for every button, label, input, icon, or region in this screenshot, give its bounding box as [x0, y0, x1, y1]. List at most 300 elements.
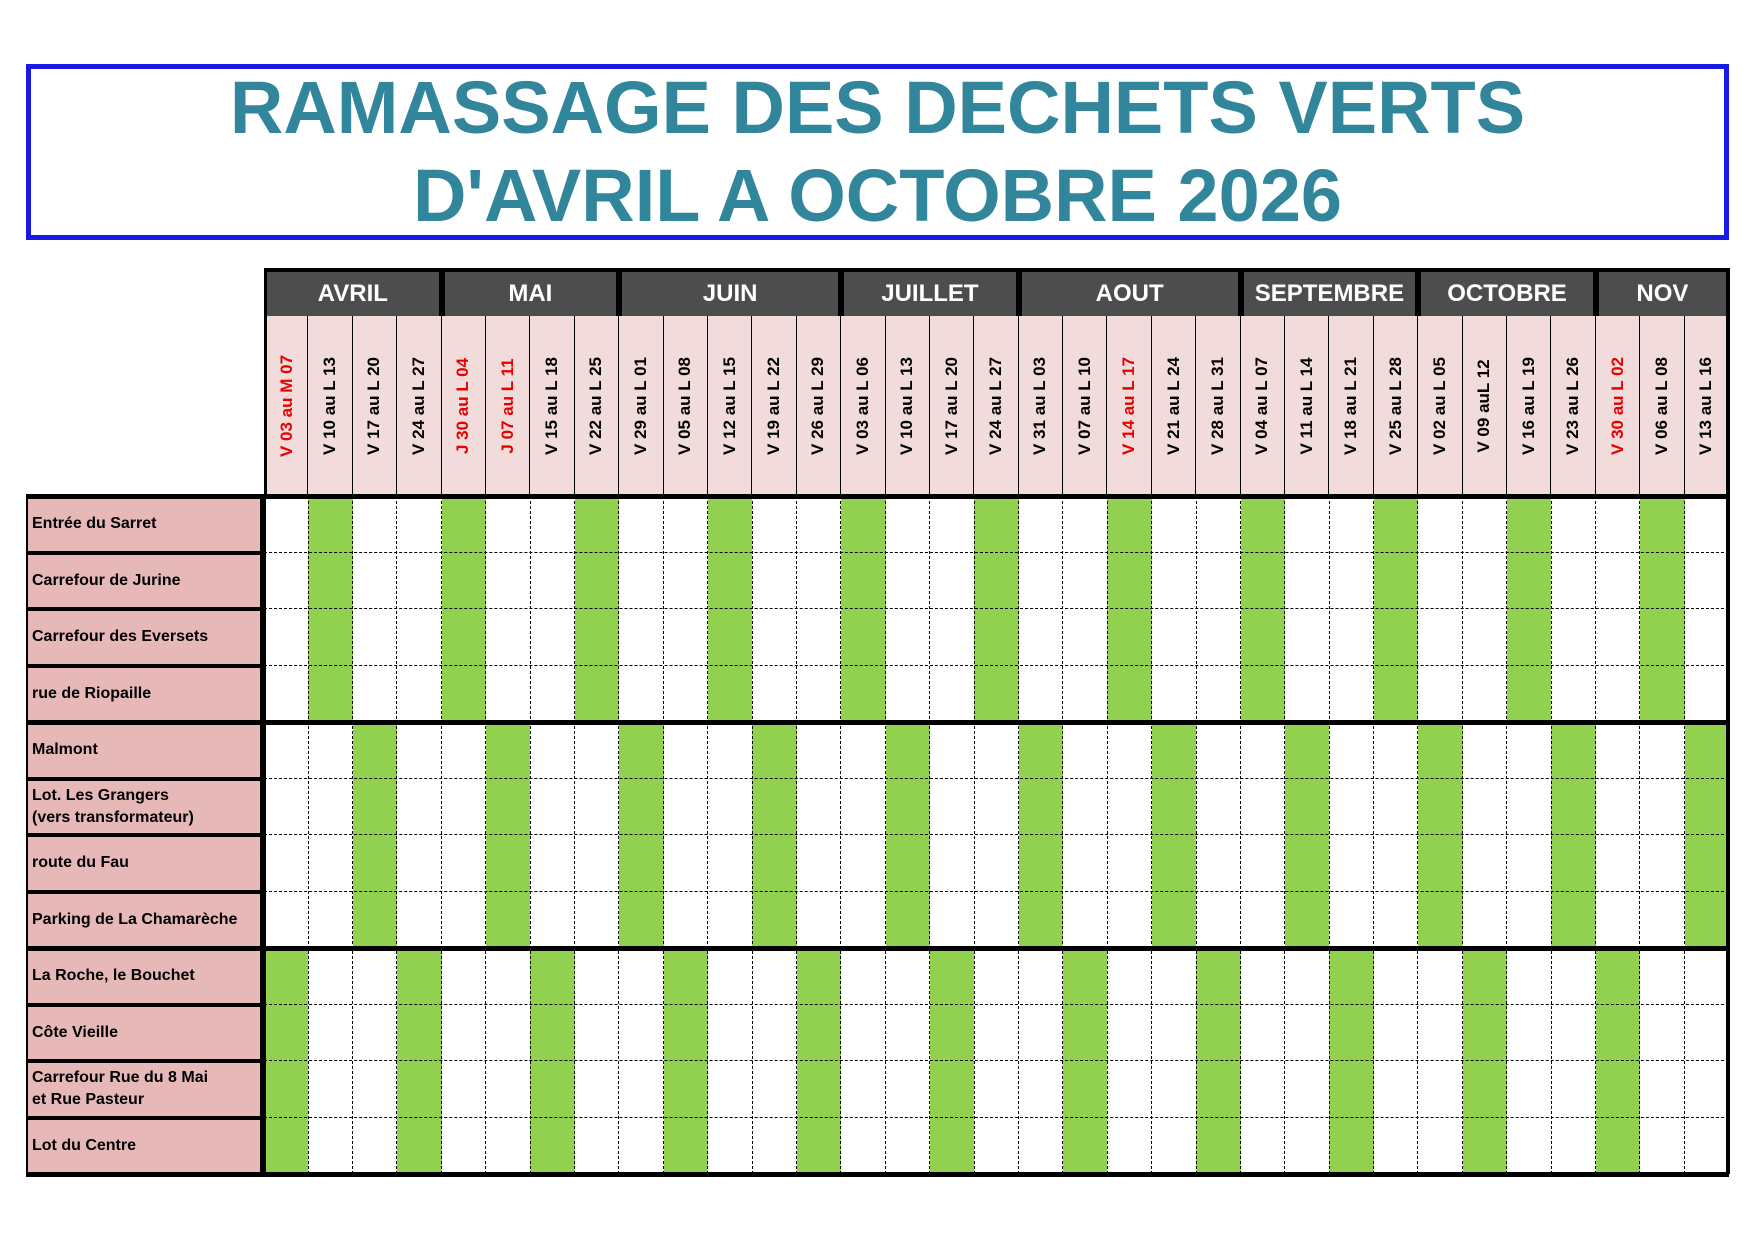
- week-column-header: [353, 316, 397, 496]
- collection-cell: [1507, 553, 1551, 610]
- week-label: V 10 au L 13: [320, 357, 340, 455]
- empty-cell: [752, 948, 796, 1005]
- empty-cell: [1107, 892, 1151, 949]
- empty-cell: [1596, 553, 1640, 610]
- empty-cell: [886, 553, 930, 610]
- empty-cell: [1685, 1118, 1729, 1175]
- location-name-line: (vers transformateur): [32, 808, 194, 826]
- week-column-header: [1685, 316, 1729, 496]
- empty-cell: [1241, 835, 1285, 892]
- empty-cell: [308, 948, 352, 1005]
- empty-cell: [1196, 496, 1240, 553]
- empty-cell: [1640, 892, 1684, 949]
- empty-cell: [752, 666, 796, 723]
- empty-cell: [1551, 609, 1595, 666]
- collection-cell: [353, 722, 397, 779]
- empty-cell: [1196, 722, 1240, 779]
- empty-cell: [708, 1118, 752, 1175]
- empty-cell: [1507, 892, 1551, 949]
- empty-cell: [264, 666, 308, 723]
- empty-cell: [1196, 779, 1240, 836]
- collection-cell: [930, 1061, 974, 1118]
- location-name: [32, 785, 194, 829]
- empty-cell: [353, 1118, 397, 1175]
- empty-cell: [708, 1061, 752, 1118]
- collection-cell: [1418, 779, 1462, 836]
- empty-cell: [1640, 1061, 1684, 1118]
- collection-cell: [886, 779, 930, 836]
- location-name-line: Côte Vieille: [32, 1023, 118, 1041]
- week-column-header: [1418, 316, 1462, 496]
- empty-cell: [264, 609, 308, 666]
- empty-cell: [1463, 609, 1507, 666]
- location-label: [26, 553, 264, 610]
- week-label: V 02 au L 05: [1429, 357, 1449, 455]
- empty-cell: [664, 666, 708, 723]
- empty-cell: [442, 948, 486, 1005]
- empty-cell: [841, 779, 885, 836]
- empty-cell: [886, 948, 930, 1005]
- empty-cell: [752, 609, 796, 666]
- empty-cell: [708, 892, 752, 949]
- week-column-header: [442, 316, 486, 496]
- week-label: V 19 au L 22: [764, 357, 784, 455]
- collection-cell: [974, 666, 1018, 723]
- empty-cell: [264, 779, 308, 836]
- empty-cell: [1596, 666, 1640, 723]
- location-name: [32, 739, 98, 761]
- collection-cell: [308, 553, 352, 610]
- collection-cell: [264, 1061, 308, 1118]
- week-label: V 13 au L 16: [1696, 357, 1716, 455]
- empty-cell: [664, 722, 708, 779]
- empty-cell: [1640, 722, 1684, 779]
- empty-cell: [619, 1061, 663, 1118]
- empty-cell: [1463, 722, 1507, 779]
- empty-cell: [930, 892, 974, 949]
- empty-cell: [397, 835, 441, 892]
- empty-cell: [1685, 553, 1729, 610]
- collection-cell: [1507, 609, 1551, 666]
- empty-cell: [1507, 835, 1551, 892]
- collection-cell: [1107, 609, 1151, 666]
- collection-cell: [308, 609, 352, 666]
- week-label: V 22 au L 25: [586, 357, 606, 455]
- empty-cell: [530, 496, 574, 553]
- empty-cell: [1596, 892, 1640, 949]
- week-column-header: [1551, 316, 1595, 496]
- empty-cell: [841, 1005, 885, 1062]
- collection-cell: [1107, 553, 1151, 610]
- collection-cell: [1063, 1005, 1107, 1062]
- empty-cell: [886, 1118, 930, 1175]
- collection-cell: [1196, 948, 1240, 1005]
- collection-cell: [752, 779, 796, 836]
- grid-horizontal-line: [264, 1004, 1729, 1005]
- collection-cell: [1463, 1061, 1507, 1118]
- collection-cell: [1285, 835, 1329, 892]
- grid-right-border: [1726, 268, 1730, 1174]
- month-header: AOUT: [1019, 272, 1241, 316]
- week-label: V 18 au L 21: [1341, 357, 1361, 455]
- collection-cell: [930, 1005, 974, 1062]
- empty-cell: [1374, 948, 1418, 1005]
- empty-cell: [1640, 1005, 1684, 1062]
- empty-cell: [1329, 892, 1373, 949]
- collection-cell: [664, 948, 708, 1005]
- empty-cell: [1107, 1118, 1151, 1175]
- collection-cell: [397, 948, 441, 1005]
- empty-cell: [575, 835, 619, 892]
- week-column-header: [974, 316, 1018, 496]
- collection-cell: [974, 496, 1018, 553]
- collection-cell: [841, 609, 885, 666]
- location-name: [32, 1022, 118, 1044]
- collection-cell: [1640, 553, 1684, 610]
- empty-cell: [841, 835, 885, 892]
- empty-cell: [1285, 553, 1329, 610]
- empty-cell: [486, 948, 530, 1005]
- collection-cell: [1685, 722, 1729, 779]
- empty-cell: [530, 609, 574, 666]
- collection-cell: [930, 1118, 974, 1175]
- location-name-line: route du Fau: [32, 854, 129, 872]
- empty-cell: [1418, 1005, 1462, 1062]
- empty-cell: [308, 835, 352, 892]
- empty-cell: [619, 1118, 663, 1175]
- empty-cell: [1107, 1005, 1151, 1062]
- empty-cell: [752, 1061, 796, 1118]
- title-banner: [26, 64, 1729, 240]
- empty-cell: [619, 1005, 663, 1062]
- empty-cell: [974, 835, 1018, 892]
- empty-cell: [1596, 496, 1640, 553]
- empty-cell: [1596, 835, 1640, 892]
- empty-cell: [353, 948, 397, 1005]
- empty-cell: [397, 779, 441, 836]
- location-name-line: Lot. Les Grangers: [32, 786, 169, 804]
- collection-cell: [1596, 1005, 1640, 1062]
- empty-cell: [664, 609, 708, 666]
- collection-cell: [1196, 1061, 1240, 1118]
- week-label: V 07 au L 10: [1074, 357, 1094, 455]
- empty-cell: [575, 1061, 619, 1118]
- week-label: V 21 au L 24: [1163, 357, 1183, 455]
- empty-cell: [1241, 948, 1285, 1005]
- empty-cell: [708, 779, 752, 836]
- location-name: [32, 570, 180, 592]
- collection-cell: [1152, 892, 1196, 949]
- week-label: V 15 au L 18: [542, 357, 562, 455]
- empty-cell: [486, 666, 530, 723]
- empty-cell: [397, 609, 441, 666]
- empty-cell: [308, 779, 352, 836]
- month-header: OCTOBRE: [1418, 272, 1596, 316]
- collection-cell: [1685, 779, 1729, 836]
- empty-cell: [530, 779, 574, 836]
- collection-cell: [575, 496, 619, 553]
- empty-cell: [1596, 722, 1640, 779]
- collection-cell: [1152, 779, 1196, 836]
- week-label: V 17 au L 20: [364, 357, 384, 455]
- empty-cell: [1551, 496, 1595, 553]
- empty-cell: [308, 1118, 352, 1175]
- collection-cell: [708, 496, 752, 553]
- empty-cell: [841, 1061, 885, 1118]
- empty-cell: [575, 948, 619, 1005]
- empty-cell: [664, 496, 708, 553]
- empty-cell: [1418, 1118, 1462, 1175]
- empty-cell: [841, 722, 885, 779]
- empty-cell: [1463, 666, 1507, 723]
- empty-cell: [575, 892, 619, 949]
- week-column-header: [1019, 316, 1063, 496]
- collection-cell: [575, 553, 619, 610]
- empty-cell: [442, 835, 486, 892]
- collection-cell: [619, 779, 663, 836]
- collection-cell: [1063, 1118, 1107, 1175]
- empty-cell: [797, 892, 841, 949]
- collection-cell: [1374, 553, 1418, 610]
- empty-cell: [442, 1118, 486, 1175]
- empty-cell: [1285, 948, 1329, 1005]
- empty-cell: [886, 609, 930, 666]
- empty-cell: [1418, 609, 1462, 666]
- collection-cell: [530, 1061, 574, 1118]
- empty-cell: [1418, 666, 1462, 723]
- empty-cell: [1463, 835, 1507, 892]
- empty-cell: [1019, 553, 1063, 610]
- empty-cell: [1152, 948, 1196, 1005]
- empty-cell: [797, 779, 841, 836]
- empty-cell: [1463, 779, 1507, 836]
- empty-cell: [1063, 666, 1107, 723]
- collection-cell: [886, 835, 930, 892]
- empty-cell: [308, 1005, 352, 1062]
- empty-cell: [974, 1061, 1018, 1118]
- collection-cell: [530, 1005, 574, 1062]
- week-column-header: [1596, 316, 1640, 496]
- empty-cell: [1241, 1005, 1285, 1062]
- empty-cell: [841, 948, 885, 1005]
- empty-cell: [486, 609, 530, 666]
- collection-cell: [1196, 1118, 1240, 1175]
- empty-cell: [708, 948, 752, 1005]
- collection-cell: [1107, 496, 1151, 553]
- location-name: [32, 626, 208, 648]
- empty-cell: [1196, 609, 1240, 666]
- empty-cell: [1063, 779, 1107, 836]
- empty-cell: [486, 496, 530, 553]
- empty-cell: [1374, 1118, 1418, 1175]
- empty-cell: [575, 1005, 619, 1062]
- collection-cell: [486, 779, 530, 836]
- empty-cell: [442, 722, 486, 779]
- collection-cell: [530, 1118, 574, 1175]
- collection-cell: [1063, 948, 1107, 1005]
- collection-cell: [1329, 1061, 1373, 1118]
- grid-horizontal-line: [264, 834, 1729, 835]
- location-label: [26, 1005, 264, 1062]
- collection-cell: [619, 892, 663, 949]
- collection-cell: [708, 666, 752, 723]
- empty-cell: [486, 1005, 530, 1062]
- empty-cell: [397, 496, 441, 553]
- week-column-header: [530, 316, 574, 496]
- empty-cell: [1374, 835, 1418, 892]
- empty-cell: [619, 609, 663, 666]
- empty-cell: [1019, 496, 1063, 553]
- empty-cell: [486, 553, 530, 610]
- empty-cell: [708, 722, 752, 779]
- empty-cell: [1152, 1061, 1196, 1118]
- collection-cell: [1551, 779, 1595, 836]
- empty-cell: [1107, 948, 1151, 1005]
- empty-cell: [752, 553, 796, 610]
- week-label: V 09 auL 12: [1474, 359, 1494, 453]
- week-column-header: [1507, 316, 1551, 496]
- collection-cell: [1418, 892, 1462, 949]
- week-label: J 30 au L 04: [453, 357, 473, 455]
- location-name: [32, 513, 156, 535]
- location-label: [26, 1061, 264, 1118]
- empty-cell: [308, 722, 352, 779]
- empty-cell: [442, 1005, 486, 1062]
- week-label: V 03 au L 06: [852, 357, 872, 455]
- empty-cell: [486, 1061, 530, 1118]
- collection-cell: [664, 1118, 708, 1175]
- location-name: [32, 852, 129, 874]
- week-column-header: [1374, 316, 1418, 496]
- empty-cell: [1374, 892, 1418, 949]
- empty-cell: [575, 779, 619, 836]
- week-column-header: [930, 316, 974, 496]
- week-label: V 14 au L 17: [1119, 357, 1139, 455]
- empty-cell: [619, 948, 663, 1005]
- location-label: [26, 892, 264, 949]
- collection-cell: [486, 835, 530, 892]
- collection-cell: [1019, 835, 1063, 892]
- empty-cell: [1196, 553, 1240, 610]
- empty-cell: [264, 722, 308, 779]
- empty-cell: [1285, 1061, 1329, 1118]
- collection-cell: [930, 948, 974, 1005]
- empty-cell: [974, 779, 1018, 836]
- empty-cell: [930, 835, 974, 892]
- grid-horizontal-line: [264, 1117, 1729, 1118]
- empty-cell: [397, 892, 441, 949]
- empty-cell: [1329, 835, 1373, 892]
- grid-horizontal-line: [264, 608, 1729, 609]
- empty-cell: [530, 553, 574, 610]
- collection-cell: [264, 948, 308, 1005]
- collection-cell: [1551, 722, 1595, 779]
- empty-cell: [1551, 666, 1595, 723]
- collection-cell: [797, 948, 841, 1005]
- empty-cell: [1152, 1005, 1196, 1062]
- empty-cell: [1241, 779, 1285, 836]
- empty-cell: [886, 666, 930, 723]
- empty-cell: [1507, 1118, 1551, 1175]
- collection-cell: [264, 1118, 308, 1175]
- empty-cell: [397, 553, 441, 610]
- grid-left-border: [262, 496, 266, 1174]
- empty-cell: [974, 1005, 1018, 1062]
- empty-cell: [1374, 722, 1418, 779]
- empty-cell: [886, 1005, 930, 1062]
- month-header: JUIN: [619, 272, 841, 316]
- month-header: AVRIL: [264, 272, 442, 316]
- empty-cell: [1019, 609, 1063, 666]
- location-name-line: et Rue Pasteur: [32, 1091, 145, 1109]
- empty-cell: [1507, 1061, 1551, 1118]
- week-label: V 11 au L 14: [1296, 357, 1316, 455]
- collection-cell: [442, 666, 486, 723]
- empty-cell: [1019, 1118, 1063, 1175]
- empty-cell: [974, 722, 1018, 779]
- collection-cell: [886, 892, 930, 949]
- empty-cell: [1551, 553, 1595, 610]
- collection-cell: [1551, 835, 1595, 892]
- month-header: NOV: [1596, 272, 1729, 316]
- location-name: [32, 965, 195, 987]
- collection-cell: [530, 948, 574, 1005]
- collection-cell: [752, 892, 796, 949]
- empty-cell: [619, 496, 663, 553]
- collection-cell: [1640, 666, 1684, 723]
- empty-cell: [1107, 779, 1151, 836]
- empty-cell: [1418, 553, 1462, 610]
- empty-cell: [1241, 722, 1285, 779]
- empty-cell: [1063, 496, 1107, 553]
- empty-cell: [930, 722, 974, 779]
- collection-cell: [1152, 722, 1196, 779]
- collection-cell: [974, 609, 1018, 666]
- collection-cell: [1285, 722, 1329, 779]
- collection-cell: [974, 553, 1018, 610]
- empty-cell: [1329, 609, 1373, 666]
- empty-cell: [1063, 835, 1107, 892]
- empty-cell: [530, 666, 574, 723]
- collection-cell: [397, 1061, 441, 1118]
- empty-cell: [353, 1061, 397, 1118]
- empty-cell: [1418, 496, 1462, 553]
- empty-cell: [1152, 666, 1196, 723]
- empty-cell: [442, 892, 486, 949]
- empty-cell: [1019, 1005, 1063, 1062]
- week-label: V 16 au L 19: [1518, 357, 1538, 455]
- empty-cell: [1285, 1118, 1329, 1175]
- collection-cell: [1551, 892, 1595, 949]
- week-column-header: [575, 316, 619, 496]
- empty-cell: [442, 779, 486, 836]
- empty-cell: [1329, 779, 1373, 836]
- week-label: V 23 au L 26: [1563, 357, 1583, 455]
- empty-cell: [1329, 496, 1373, 553]
- title-line-2: D'AVRIL A OCTOBRE 2026: [412, 154, 1343, 237]
- empty-cell: [1463, 553, 1507, 610]
- empty-cell: [1107, 1061, 1151, 1118]
- collection-cell: [575, 666, 619, 723]
- month-header: JUILLET: [841, 272, 1019, 316]
- collection-cell: [1463, 1005, 1507, 1062]
- week-label: V 06 au L 08: [1651, 357, 1671, 455]
- empty-cell: [1507, 948, 1551, 1005]
- collection-cell: [1640, 496, 1684, 553]
- collection-cell: [1374, 496, 1418, 553]
- collection-cell: [664, 1005, 708, 1062]
- collection-cell: [1596, 1118, 1640, 1175]
